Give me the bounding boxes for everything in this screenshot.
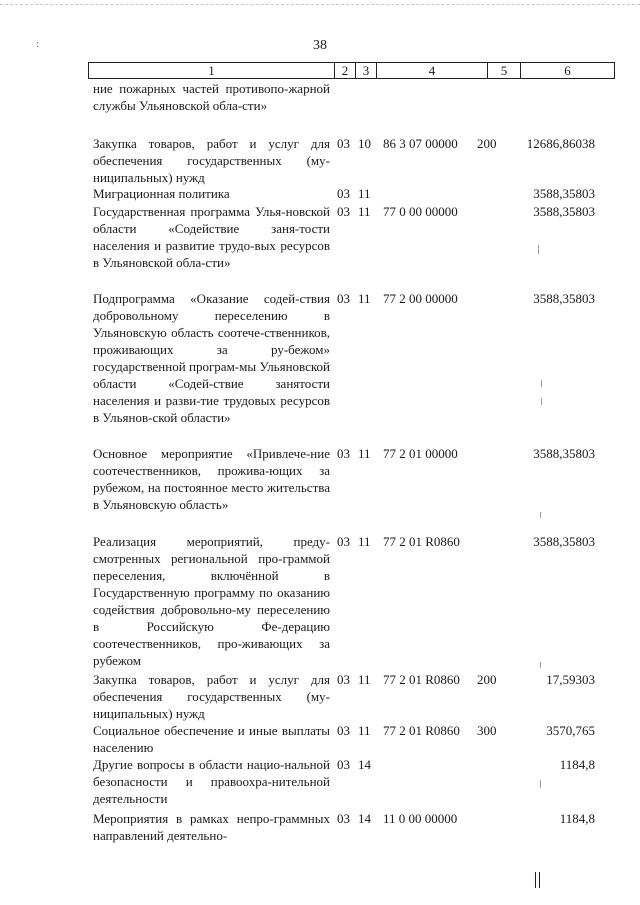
row-description: Подпрограмма «Оказание содей-ствия добровольному переселению в Ульяновскую область соотече-ственников, проживающих за ру-бежом» государственной програм-мы Ульяновской области «Содей-ствие занятости населения и разви-тие трудовых ресурсов в Ульянов-ской области» [93, 291, 330, 425]
header-col-4: 4 [377, 63, 488, 78]
row-section: 03 [337, 723, 350, 738]
row-amount: 3588,35803 [533, 446, 595, 461]
row-section: 03 [337, 534, 350, 549]
row-description: Другие вопросы в области нацио-нальной безопасности и правоохра-нительной деятельности [93, 757, 330, 806]
row-description: Закупка товаров, работ и услуг для обеспечения государственных (му-ниципальных) нужд [93, 672, 330, 721]
row-amount: 3588,35803 [533, 534, 595, 549]
row-description: Социальное обеспечение и иные выплаты населению [93, 723, 330, 755]
scan-artifact [540, 662, 541, 668]
row-description: Реализация мероприятий, преду-смотренных региональной про-граммой переселения, включённой в Государственную программу по оказанию содействия добровольно-му переселению в Российскую Фе-дерацию соотечественников, про-живающих за рубежом [93, 534, 330, 668]
row-target-code: 77 2 01 R0860 [383, 672, 460, 687]
header-col-2: 2 [335, 63, 356, 78]
row-expense-type: 200 [477, 672, 497, 687]
row-target-code: 86 3 07 00000 [383, 136, 458, 151]
scan-artifact [538, 245, 539, 254]
row-description: Государственная программа Улья-новской области «Содействие заня-тости населения и развитие трудо-вых ресурсов в Ульяновской обла-сти» [93, 204, 330, 270]
row-target-code: 77 2 01 R0860 [383, 723, 460, 738]
row-section: 03 [337, 757, 350, 772]
header-col-6: 6 [564, 63, 571, 78]
row-subsection: 11 [358, 186, 371, 201]
row-target-code: 77 2 00 00000 [383, 291, 458, 306]
header-col-3: 3 [356, 63, 377, 78]
row-section: 03 [337, 446, 350, 461]
row-target-code: 77 2 01 R0860 [383, 534, 460, 549]
row-description: Миграционная политика [93, 186, 230, 201]
scan-artifact [539, 872, 540, 888]
row-section: 03 [337, 186, 350, 201]
scan-artifact [541, 398, 542, 405]
row-amount: 1184,8 [559, 757, 595, 772]
table-header [88, 62, 615, 79]
row-amount: 1184,8 [559, 811, 595, 826]
scan-artifact [535, 872, 536, 888]
row-subsection: 11 [358, 446, 371, 461]
header-col-5: 5 [488, 63, 521, 78]
row-description: Мероприятия в рамках непро-граммных направлений деятельно- [93, 811, 330, 843]
row-subsection: 11 [358, 204, 371, 219]
row-section: 03 [337, 204, 350, 219]
row-subsection: 11 [358, 723, 371, 738]
row-description: Основное мероприятие «Привлече-ние соотечественников, прожива-ющих за рубежом, на постоянное место жительства в Ульяновскую область» [93, 446, 330, 512]
header-col-1: 1 [89, 63, 335, 78]
row-amount: 3588,35803 [533, 186, 595, 201]
row-subsection: 10 [358, 136, 371, 151]
row-expense-type: 200 [477, 136, 497, 151]
row-subsection: 11 [358, 534, 371, 549]
row-subsection: 14 [358, 757, 371, 772]
row-section: 03 [337, 291, 350, 306]
row-section: 03 [337, 811, 350, 826]
row-subsection: 11 [358, 291, 371, 306]
scan-artifact [541, 380, 542, 387]
row-section: 03 [337, 136, 350, 151]
scan-artifact [540, 780, 541, 788]
row-subsection: 11 [358, 672, 371, 687]
row-description: ние пожарных частей противопо-жарной службы Ульяновской обла-сти» [93, 81, 330, 113]
row-target-code: 77 0 00 00000 [383, 204, 458, 219]
row-target-code: 11 0 00 00000 [383, 811, 458, 826]
row-amount: 3588,35803 [533, 291, 595, 306]
row-amount: 12686,86038 [526, 136, 595, 151]
row-section: 03 [337, 672, 350, 687]
row-amount: 3570,765 [546, 723, 595, 738]
scan-top-edge [0, 4, 640, 5]
page-number: 38 [313, 38, 327, 53]
row-amount: 17,59303 [546, 672, 595, 687]
scan-artifact [540, 512, 541, 518]
row-subsection: 14 [358, 811, 371, 826]
row-amount: 3588,35803 [533, 204, 595, 219]
row-target-code: 77 2 01 00000 [383, 446, 458, 461]
row-description: Закупка товаров, работ и услуг для обеспечения государственных (му-ниципальных) нужд [93, 136, 330, 185]
margin-mark: : [36, 38, 40, 50]
row-expense-type: 300 [477, 723, 497, 738]
